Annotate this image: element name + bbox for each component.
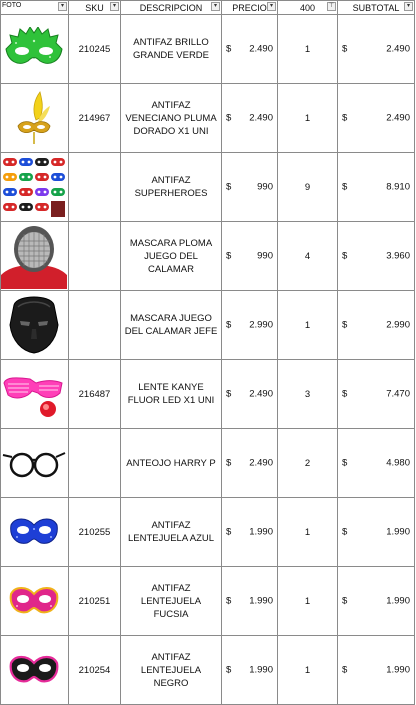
quantity-cell[interactable]: 1 (278, 84, 338, 153)
currency-symbol: $ (226, 664, 232, 676)
photo-cell[interactable] (1, 636, 69, 705)
table-row (1, 222, 415, 291)
subtotal-cell[interactable] (338, 498, 415, 567)
photo-cell[interactable] (1, 360, 69, 429)
currency-symbol: $ (342, 664, 348, 676)
sku-cell[interactable]: 210251 (69, 567, 121, 636)
price-value: 1.990 (249, 664, 273, 676)
table-row (1, 567, 415, 636)
sku-cell[interactable] (69, 429, 121, 498)
sku-cell[interactable]: 214967 (69, 84, 121, 153)
column-header-subtotal[interactable]: SUBTOTAL ▾ (338, 1, 415, 15)
squid-game-mesh-mask-image (1, 222, 67, 290)
description-cell[interactable]: ANTIFAZ LENTEJUELA NEGRO (121, 636, 222, 705)
table-row (1, 153, 415, 222)
filter-dropdown-icon[interactable]: ▾ (404, 2, 413, 11)
currency-symbol: $ (226, 457, 232, 469)
price-value: 2.490 (249, 43, 273, 55)
column-header-precio[interactable]: PRECIO ▾ (222, 1, 278, 15)
quantity-cell[interactable]: 1 (278, 636, 338, 705)
price-value: 990 (257, 181, 273, 193)
price-cell[interactable] (222, 636, 278, 705)
subtotal-cell[interactable] (338, 84, 415, 153)
description-cell[interactable]: MASCARA PLOMA JUEGO DEL CALAMAR (121, 222, 222, 291)
sku-cell[interactable]: 210254 (69, 636, 121, 705)
description-cell[interactable]: ANTIFAZ LENTEJUELA AZUL (121, 498, 222, 567)
price-cell[interactable] (222, 291, 278, 360)
green-glitter-mask-image (1, 15, 67, 83)
column-header-descripcion[interactable]: DESCRIPCION ▾ (121, 1, 222, 15)
price-cell[interactable] (222, 360, 278, 429)
price-value: 990 (257, 250, 273, 262)
subtotal-value: 1.990 (386, 595, 410, 607)
column-header-sku[interactable]: SKU ▾ (69, 1, 121, 15)
subtotal-cell[interactable] (338, 360, 415, 429)
photo-cell[interactable] (1, 498, 69, 567)
price-cell[interactable] (222, 429, 278, 498)
price-cell[interactable] (222, 84, 278, 153)
price-cell[interactable] (222, 15, 278, 84)
description-cell[interactable]: MASCARA JUEGO DEL CALAMAR JEFE (121, 291, 222, 360)
subtotal-cell[interactable] (338, 222, 415, 291)
subtotal-cell[interactable] (338, 636, 415, 705)
photo-cell[interactable] (1, 291, 69, 360)
table-row (1, 429, 415, 498)
sku-cell[interactable] (69, 291, 121, 360)
fuchsia-sequin-mask-image (1, 567, 67, 635)
table-row (1, 498, 415, 567)
photo-cell[interactable] (1, 15, 69, 84)
currency-symbol: $ (226, 595, 232, 607)
subtotal-value: 4.980 (386, 457, 410, 469)
table-row (1, 291, 415, 360)
currency-symbol: $ (226, 526, 232, 538)
subtotal-value: 1.990 (386, 664, 410, 676)
column-header-foto[interactable]: FOTO ▾ (1, 1, 69, 15)
currency-symbol: $ (226, 319, 232, 331)
photo-cell[interactable] (1, 153, 69, 222)
sku-cell[interactable]: 210255 (69, 498, 121, 567)
subtotal-cell[interactable] (338, 429, 415, 498)
description-cell[interactable]: ANTIFAZ LENTEJUELA FUCSIA (121, 567, 222, 636)
filter-dropdown-icon[interactable]: ▾ (211, 2, 220, 11)
subtotal-cell[interactable] (338, 15, 415, 84)
subtotal-value: 1.990 (386, 526, 410, 538)
pink-led-shutter-glasses-image (1, 360, 67, 428)
photo-cell[interactable] (1, 84, 69, 153)
price-cell[interactable] (222, 153, 278, 222)
table-row (1, 360, 415, 429)
subtotal-value: 7.470 (386, 388, 410, 400)
quantity-cell[interactable]: 1 (278, 567, 338, 636)
currency-symbol: $ (226, 250, 232, 262)
price-cell[interactable] (222, 498, 278, 567)
currency-symbol: $ (342, 526, 348, 538)
currency-symbol: $ (226, 43, 232, 55)
filter-dropdown-icon[interactable]: ▾ (267, 2, 276, 11)
price-cell[interactable] (222, 222, 278, 291)
quantity-cell[interactable]: 1 (278, 291, 338, 360)
sku-cell[interactable]: 216487 (69, 360, 121, 429)
price-value: 1.990 (249, 595, 273, 607)
currency-symbol: $ (226, 112, 232, 124)
squid-game-boss-mask-image (1, 291, 67, 359)
quantity-cell[interactable]: 3 (278, 360, 338, 429)
subtotal-cell[interactable] (338, 291, 415, 360)
column-header-cantidad[interactable]: 400 ⊤ (278, 1, 338, 15)
description-cell[interactable]: ANTEOJO HARRY P (121, 429, 222, 498)
quantity-cell[interactable]: 1 (278, 498, 338, 567)
blue-sequin-mask-image (1, 498, 67, 566)
quantity-cell[interactable]: 4 (278, 222, 338, 291)
table-row (1, 636, 415, 705)
subtotal-cell[interactable] (338, 567, 415, 636)
currency-symbol: $ (342, 43, 348, 55)
price-cell[interactable] (222, 567, 278, 636)
subtotal-value: 2.490 (386, 112, 410, 124)
filter-dropdown-icon[interactable]: ▾ (58, 2, 67, 11)
subtotal-value: 8.910 (386, 181, 410, 193)
sku-cell[interactable]: 210245 (69, 15, 121, 84)
description-cell[interactable]: ANTIFAZ SUPERHEROES (121, 153, 222, 222)
currency-symbol: $ (342, 388, 348, 400)
currency-symbol: $ (226, 388, 232, 400)
currency-symbol: $ (342, 181, 348, 193)
subtotal-value: 2.490 (386, 43, 410, 55)
black-sequin-mask-image (1, 636, 67, 704)
filter-active-icon[interactable]: ⊤ (328, 3, 335, 9)
currency-symbol: $ (342, 595, 348, 607)
table-row (1, 84, 415, 153)
table-row (1, 15, 415, 84)
currency-symbol: $ (342, 457, 348, 469)
superhero-masks-pack-image (1, 153, 67, 221)
subtotal-value: 2.990 (386, 319, 410, 331)
quantity-cell[interactable]: 1 (278, 15, 338, 84)
photo-cell[interactable] (1, 429, 69, 498)
price-value: 1.990 (249, 526, 273, 538)
currency-symbol: $ (342, 112, 348, 124)
photo-cell[interactable] (1, 567, 69, 636)
currency-symbol: $ (342, 319, 348, 331)
description-cell[interactable]: ANTIFAZ VENECIANO PLUMA DORADO X1 UNI (121, 84, 222, 153)
quantity-cell[interactable]: 2 (278, 429, 338, 498)
description-cell[interactable]: LENTE KANYE FLUOR LED X1 UNI (121, 360, 222, 429)
description-cell[interactable]: ANTIFAZ BRILLO GRANDE VERDE (121, 15, 222, 84)
price-value: 2.990 (249, 319, 273, 331)
price-value: 2.490 (249, 457, 273, 469)
subtotal-cell[interactable] (338, 153, 415, 222)
currency-symbol: $ (342, 250, 348, 262)
header-row (1, 1, 415, 15)
price-value: 2.490 (249, 388, 273, 400)
currency-symbol: $ (226, 181, 232, 193)
sku-cell[interactable] (69, 153, 121, 222)
subtotal-value: 3.960 (386, 250, 410, 262)
sku-cell[interactable] (69, 222, 121, 291)
gold-venetian-feather-mask-image (1, 84, 67, 152)
price-value: 2.490 (249, 112, 273, 124)
quantity-cell[interactable]: 9 (278, 153, 338, 222)
photo-cell[interactable] (1, 222, 69, 291)
round-harry-potter-glasses-image (1, 429, 67, 497)
filter-dropdown-icon[interactable]: ▾ (110, 2, 119, 11)
